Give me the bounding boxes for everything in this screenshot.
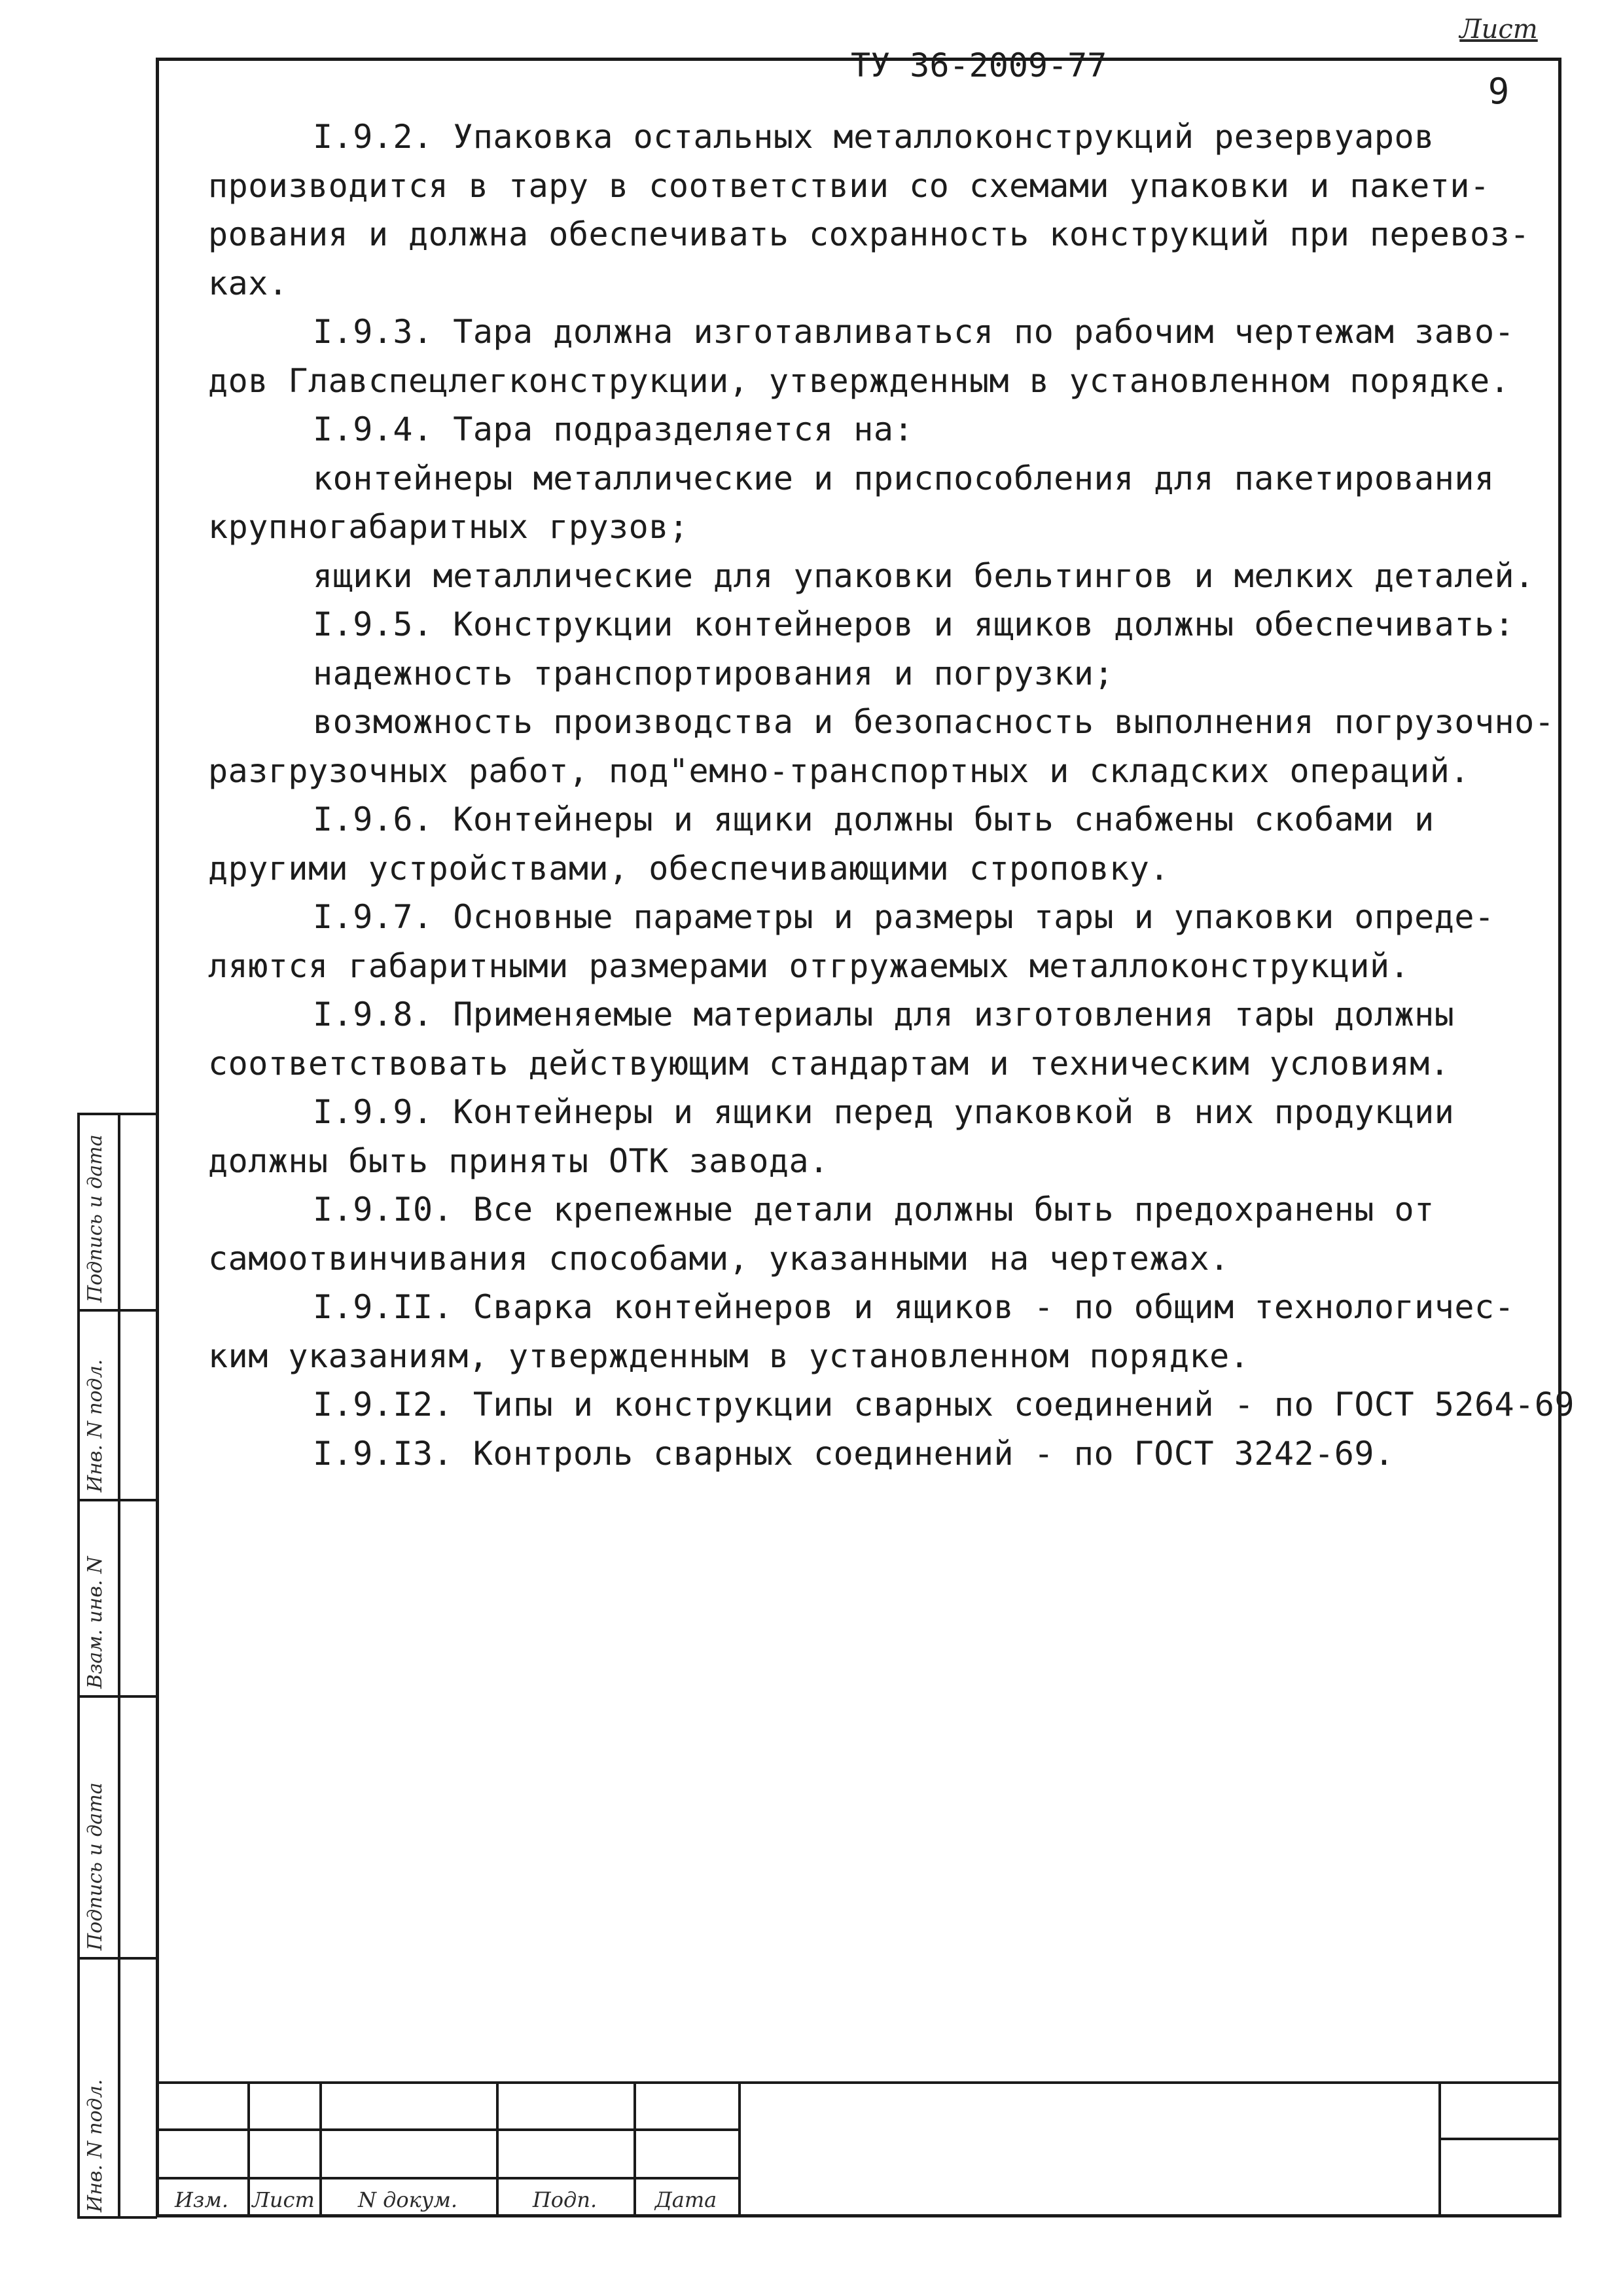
title-block	[156, 2081, 1561, 2217]
margin-label: Инв. N подл.	[84, 2079, 107, 2212]
margin-label: Взам. инв. N	[84, 1556, 107, 1689]
text-line: I.9.I2. Типы и конструкции сварных соединений - по ГОСТ 5264-69	[313, 1386, 1575, 1424]
text-line: I.9.I0. Все крепежные детали должны быть предохранены от	[313, 1191, 1435, 1229]
text-line: I.9.9. Контейнеры и ящики перед упаковкой в них продукции	[313, 1093, 1455, 1131]
sheet-label: Лист	[1459, 14, 1538, 45]
sheet-cell-line	[1438, 2138, 1559, 2140]
text-line: I.9.2. Упаковка остальных металлоконструкций резервуаров	[313, 118, 1435, 156]
text-line: I.9.6. Контейнеры и ящики должны быть снабжены скобами и	[313, 800, 1435, 838]
col-label-date: Дата	[654, 2187, 717, 2212]
text-line: надежность транспортирования и погрузки;	[313, 654, 1115, 692]
text-line: ким указаниям, утвержденным в установленном порядке.	[208, 1336, 1250, 1375]
text-line: I.9.7. Основные параметры и размеры тары и упаковки опреде-	[313, 898, 1495, 936]
margin-label: Инв. N подл.	[84, 1359, 107, 1492]
col-label-signature: Подп.	[532, 2187, 597, 2212]
text-line: производится в тару в соответствии со схемами упаковки и пакети-	[208, 166, 1490, 205]
text-line: соответствовать действующим стандартам и техническим условиям.	[208, 1044, 1450, 1083]
text-line: разгрузочных работ, под"емно-транспортных и складских операций.	[208, 751, 1470, 790]
left-margin-strip	[77, 1113, 157, 2219]
text-line: другими устройствами, обеспечивающими строповку.	[208, 849, 1169, 888]
title-block-col-line	[738, 2084, 741, 2217]
text-line: самоотвинчивания способами, указанными на чертежах.	[208, 1239, 1230, 1278]
margin-cell-signature-date-2	[80, 1698, 157, 1960]
text-line: I.9.II. Сварка контейнеров и ящиков - по общим технологичес-	[313, 1288, 1515, 1326]
text-line: I.9.5. Конструкции контейнеров и ящиков должны обеспечивать:	[313, 605, 1515, 643]
title-block-row-line	[156, 2128, 738, 2131]
margin-label: Подпись и дата	[84, 1782, 107, 1950]
text-line: I.9.I3. Контроль сварных соединений - по ГОСТ 3242-69.	[313, 1434, 1395, 1473]
margin-cell-signature-date-1	[80, 1115, 157, 1312]
text-line: крупногабаритных грузов;	[208, 508, 689, 546]
document-code: ТУ 36-2009-77	[851, 46, 1107, 84]
text-line: должны быть приняты ОТК завода.	[208, 1141, 829, 1180]
margin-cell-inv-orig-2	[80, 1960, 157, 2219]
margin-cell-inv-orig-1	[80, 1312, 157, 1501]
text-line: ящики металлические для упаковки бельтингов и мелких деталей.	[313, 556, 1535, 595]
col-label-change: Изм.	[174, 2187, 229, 2212]
text-line: I.9.4. Тара подразделяется на:	[313, 410, 914, 448]
col-label-sheet: Лист	[252, 2187, 315, 2212]
text-line: возможность производства и безопасность выполнения погрузочно-	[313, 703, 1555, 741]
text-line: контейнеры металлические и приспособления для пакетирования	[313, 459, 1495, 497]
text-line: ляются габаритными размерами отгружаемых металлоконструкций.	[208, 946, 1410, 985]
sheet-number: 9	[1488, 71, 1510, 112]
title-block-col-line	[1438, 2084, 1441, 2217]
text-line: ках.	[208, 264, 289, 302]
margin-label: Подпись и дата	[84, 1134, 107, 1302]
document-body	[208, 113, 1575, 1478]
text-line: дов Главспецлегконструкции, утвержденным в установленном порядке.	[208, 361, 1510, 400]
text-line: рования и должна обеспечивать сохранность конструкций при перевоз-	[208, 215, 1530, 253]
col-label-document-number: N докум.	[357, 2187, 458, 2212]
text-line: I.9.8. Применяемые материалы для изготовления тары должны	[313, 996, 1455, 1033]
title-block-row-line	[156, 2177, 738, 2179]
text-line: I.9.3. Тара должна изготавливаться по рабочим чертежам заво-	[313, 313, 1515, 351]
margin-cell-replace-inv	[80, 1501, 157, 1698]
